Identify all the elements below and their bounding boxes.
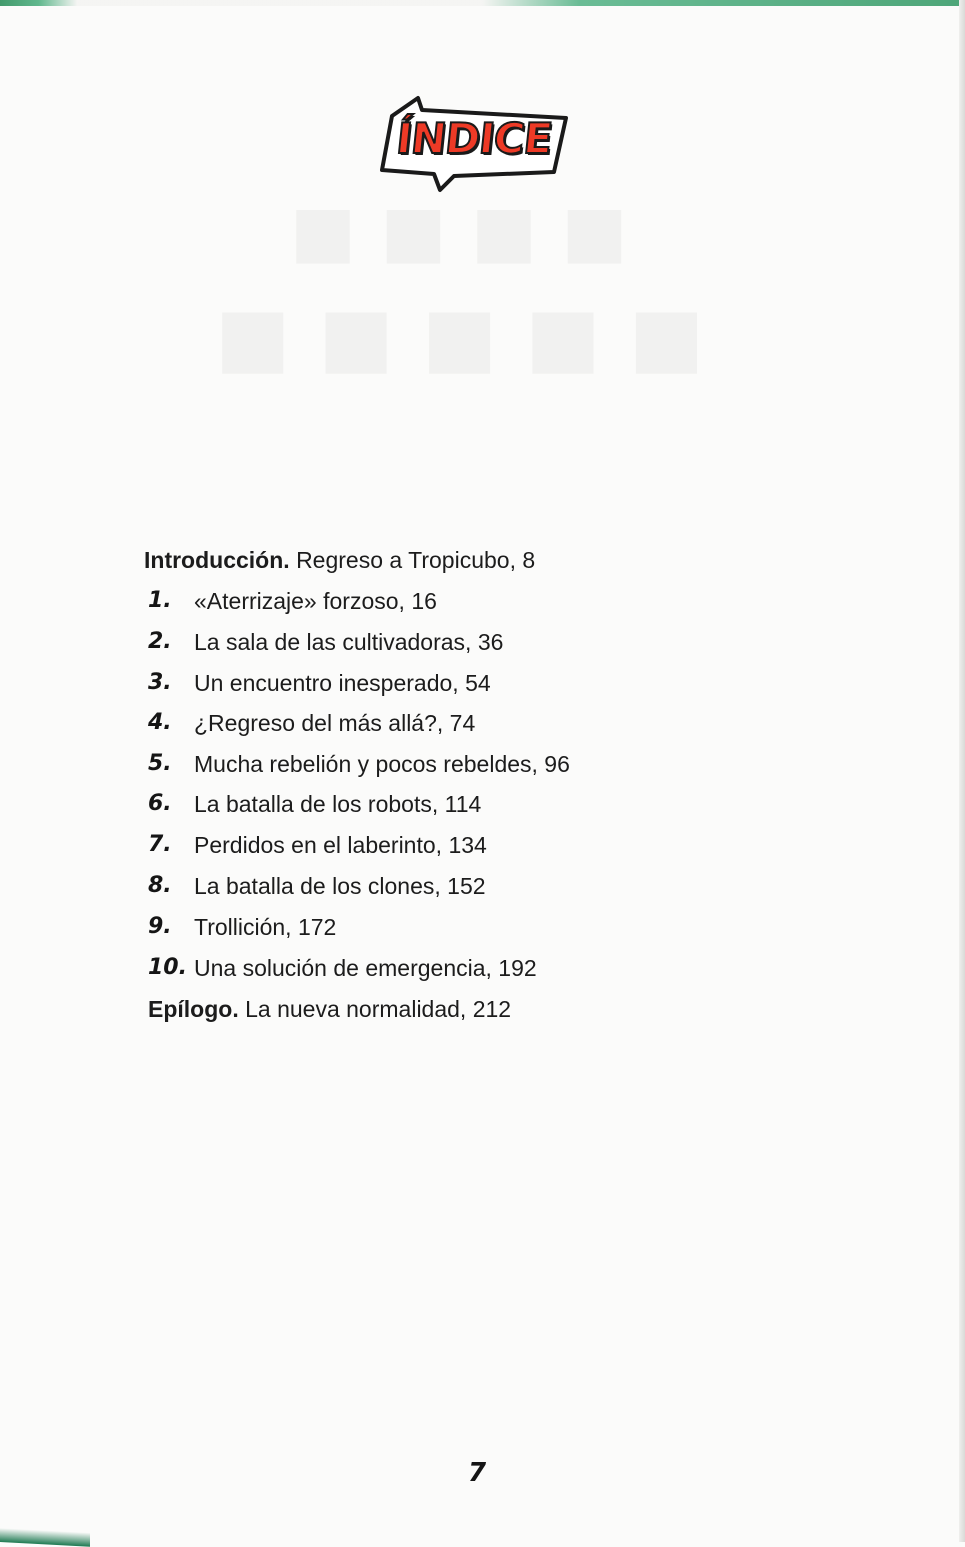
chapter-title: La batalla de los robots, 114	[194, 791, 482, 817]
bleed-through-art: ■ ■ ■ ■ ■	[215, 290, 705, 383]
chapter-title: Trollición, 172	[194, 914, 337, 940]
toc-introduction-text: Regreso a Tropicubo, 8	[296, 547, 536, 573]
page-edge-right	[959, 0, 965, 1542]
chapter-number: 3.	[148, 670, 172, 695]
chapter-number: 9.	[148, 914, 172, 939]
index-heading-badge	[378, 88, 570, 193]
toc-epilogue	[148, 996, 511, 1023]
page-title: ÍNDICE	[394, 114, 555, 163]
cover-edge-top	[0, 0, 965, 6]
toc-introduction-lead: Introducción.	[144, 547, 290, 573]
chapter-title: ¿Regreso del más allá?, 74	[194, 710, 476, 736]
chapter-number: 5.	[148, 751, 172, 776]
chapter-title: Mucha rebelión y pocos rebeldes, 96	[194, 751, 570, 777]
chapter-number: 10.	[148, 955, 187, 980]
chapter-number: 2.	[148, 629, 172, 654]
page-number: 7	[468, 1458, 487, 1488]
toc-introduction	[144, 547, 535, 574]
chapter-number: 8.	[148, 873, 172, 898]
toc-epilogue-text: La nueva normalidad, 212	[245, 996, 512, 1022]
chapter-number: 7.	[148, 832, 172, 857]
chapter-title: La batalla de los clones, 152	[194, 873, 486, 899]
chapter-number: 4.	[148, 710, 172, 735]
chapter-number: 1.	[148, 588, 172, 613]
chapter-title: Una solución de emergencia, 192	[194, 955, 537, 981]
chapter-number: 6.	[148, 791, 172, 816]
chapter-title: Perdidos en el laberinto, 134	[194, 832, 487, 858]
chapter-title: Un encuentro inesperado, 54	[194, 670, 491, 696]
cover-edge-bottom	[0, 1528, 90, 1547]
chapter-title: La sala de las cultivadoras, 36	[194, 629, 504, 655]
toc-epilogue-lead: Epílogo.	[148, 996, 239, 1022]
chapter-title: «Aterrizaje» forzoso, 16	[194, 588, 437, 614]
bleed-through-art: ■ ■ ■ ■	[290, 190, 628, 272]
